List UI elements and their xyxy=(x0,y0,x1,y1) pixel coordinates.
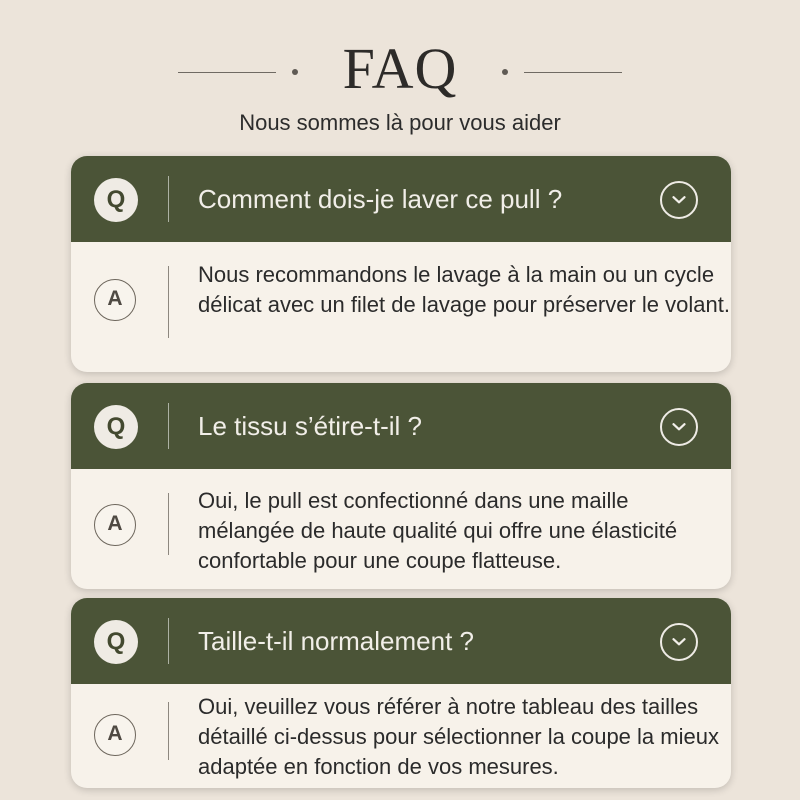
question-badge: Q xyxy=(94,178,138,222)
faq-item-3 xyxy=(71,598,731,788)
faq-answer-area-1 xyxy=(71,242,731,372)
question-text: Taille-t-il normalement ? xyxy=(198,626,474,656)
answer-divider xyxy=(168,493,169,555)
answer-badge: A xyxy=(94,504,136,546)
right-decorative-dot xyxy=(502,69,508,75)
faq-question-row-2[interactable] xyxy=(71,383,731,469)
question-text: Comment dois-je laver ce pull ? xyxy=(198,184,563,214)
faq-answer-area-2 xyxy=(71,469,731,589)
faq-question-row-1[interactable] xyxy=(71,156,731,242)
question-divider xyxy=(168,176,169,222)
page-title: FAQ xyxy=(342,36,458,101)
expand-button[interactable] xyxy=(660,181,698,219)
faq-header xyxy=(0,30,800,110)
faq-question-row-3[interactable] xyxy=(71,598,731,684)
question-divider xyxy=(168,403,169,449)
answer-divider xyxy=(168,266,169,338)
faq-item-1 xyxy=(71,156,731,372)
answer-text: Nous recommandons le lavage à la main ou un cycle délicat avec un filet de lavage pour préserver le volant. xyxy=(198,262,730,317)
question-badge: Q xyxy=(94,405,138,449)
question-divider xyxy=(168,618,169,664)
answer-divider xyxy=(168,702,169,760)
expand-button[interactable] xyxy=(660,408,698,446)
expand-button[interactable] xyxy=(660,623,698,661)
answer-text: Oui, le pull est confectionné dans une maille mélangée de haute qualité qui offre une élasticité confortable pour une coupe flatteuse. xyxy=(198,488,678,573)
chevron-down-icon xyxy=(672,195,686,205)
chevron-down-icon xyxy=(672,637,686,647)
answer-badge: A xyxy=(94,714,136,756)
question-badge: Q xyxy=(94,620,138,664)
answer-badge: A xyxy=(94,279,136,321)
right-decorative-rule xyxy=(524,72,622,73)
faq-item-2 xyxy=(71,383,731,589)
faq-answer-area-3 xyxy=(71,684,731,788)
answer-text: Oui, veuillez vous référer à notre tableau des tailles détaillé ci-dessus pour sélectionner la coupe la mieux adaptée en fonction de vos mesures. xyxy=(198,694,719,779)
page-subtitle: Nous sommes là pour vous aider xyxy=(239,110,561,135)
chevron-down-icon xyxy=(672,422,686,432)
question-text: Le tissu s’étire-t-il ? xyxy=(198,411,422,441)
